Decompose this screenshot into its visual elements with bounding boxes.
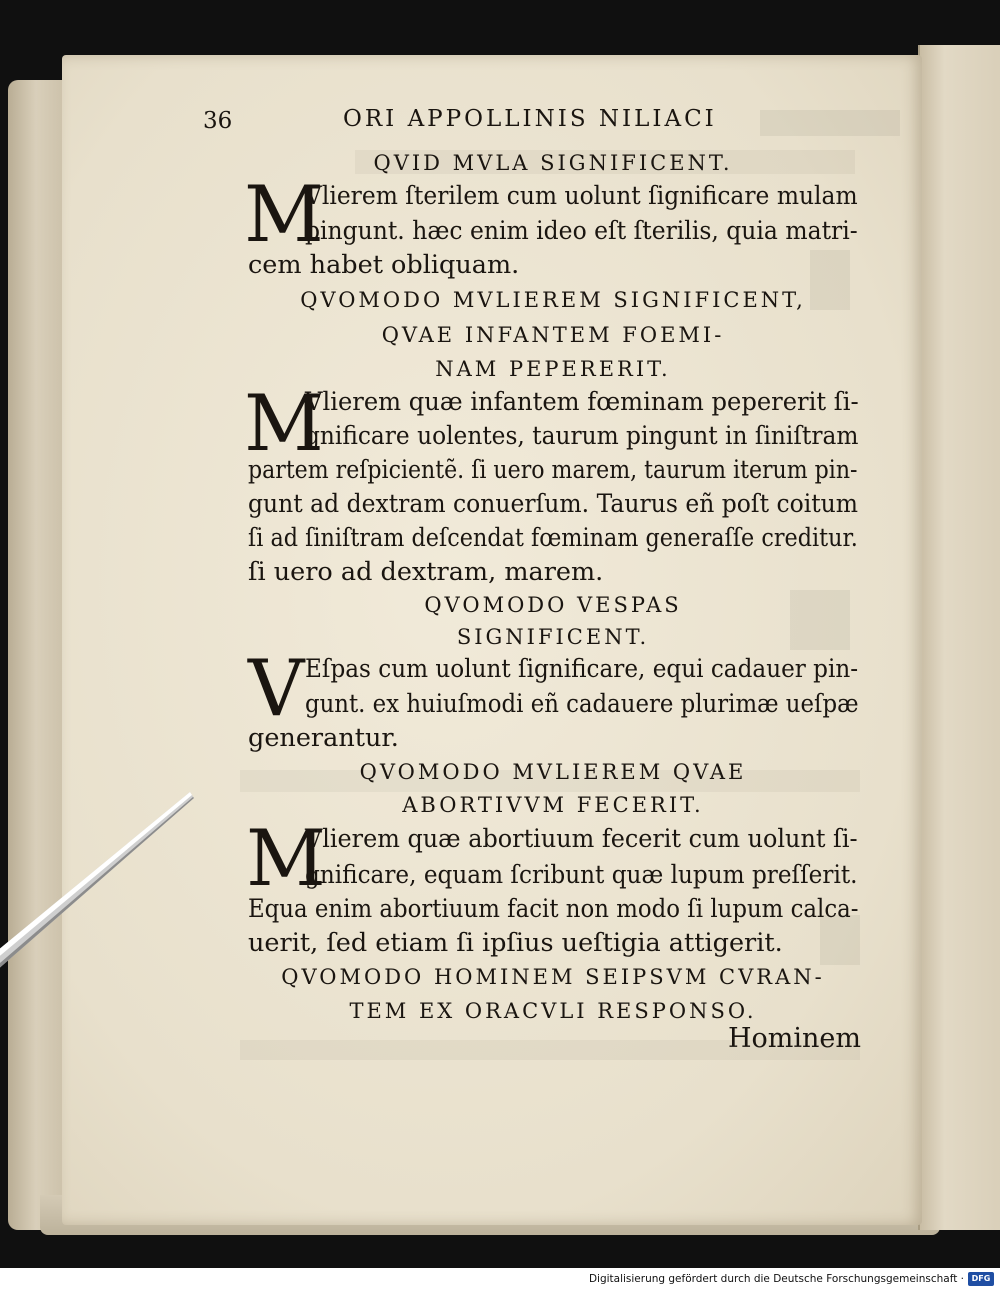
text-line: uerit, ſed etiam ſi ipſius ueſtigia attigerit. [248, 928, 783, 958]
section-heading: QVOMODO MVLIEREM SIGNIFICENT, [300, 288, 806, 312]
section-heading: NAM PEPERERIT. [435, 357, 671, 381]
text-line: Eſpas cum uolunt ſignificare, equi cadauer pin- [305, 654, 859, 684]
section-heading: QVID MVLA SIGNIFICENT. [373, 151, 733, 175]
section-heading: ABORTIVVM FECERIT. [402, 793, 704, 817]
drop-cap: V [248, 644, 305, 734]
text-line: Vlierem quæ infantem fœminam pepererit ſi- [305, 387, 859, 417]
text-line: gnificare, equam ſcribunt quæ lupum preſſerit. [305, 860, 858, 890]
section-heading: TEM EX ORACVLI RESPONSO. [349, 999, 757, 1023]
text-line: partem reſpicientẽ. ſi uero marem, taurum iterum pin- [248, 455, 858, 485]
section-heading: QVOMODO VESPAS [424, 593, 682, 617]
section-heading: SIGNIFICENT. [456, 625, 650, 649]
section-heading: QVOMODO HOMINEM SEIPSVM CVRAN- [281, 965, 825, 989]
text-line: Vlierem quæ abortiuum fecerit cum uolunt ſi- [305, 824, 858, 854]
text-line: pingunt. hæc enim ideo eſt ſterilis, quia matri- [305, 216, 858, 246]
catchword: Hominem [728, 1023, 862, 1054]
drop-cap: M [244, 379, 324, 469]
drop-cap: M [244, 170, 324, 260]
text-line: cem habet obliquam. [248, 250, 520, 280]
digitization-footer [0, 1268, 1000, 1291]
text-line: gunt. ex huiuſmodi eñ cadauere plurimæ ueſpæ [305, 689, 859, 719]
text-line: gunt ad dextram conuerſum. Taurus eñ poſt coitum [248, 489, 859, 519]
running-title: ORI APPOLLINIS NILIACI [343, 106, 717, 132]
text-line: ſi ad ſiniſtram deſcendat fœminam generaſſe creditur. [248, 523, 858, 553]
dfg-logo: DFG [968, 1272, 994, 1286]
text-line: Vlierem ſterilem cum uolunt ſignificare mulam [305, 181, 858, 211]
text-line: generantur. [248, 723, 399, 753]
funding-credit: Digitalisierung gefördert durch die Deutsche Forschungsgemeinschaft · [588, 1273, 964, 1285]
text-line: ſi uero ad dextram, marem. [248, 557, 604, 587]
section-heading: QVOMODO MVLIEREM QVAE [359, 760, 747, 784]
drop-cap: M [246, 814, 326, 904]
page-number: 36 [203, 108, 233, 134]
section-heading: QVAE INFANTEM FOEMI- [381, 323, 725, 347]
text-line: Equa enim abortiuum facit non modo ſi lupum calca- [248, 894, 859, 924]
text-line: gnificare uolentes, taurum pingunt in ſiniſtram [305, 421, 859, 451]
